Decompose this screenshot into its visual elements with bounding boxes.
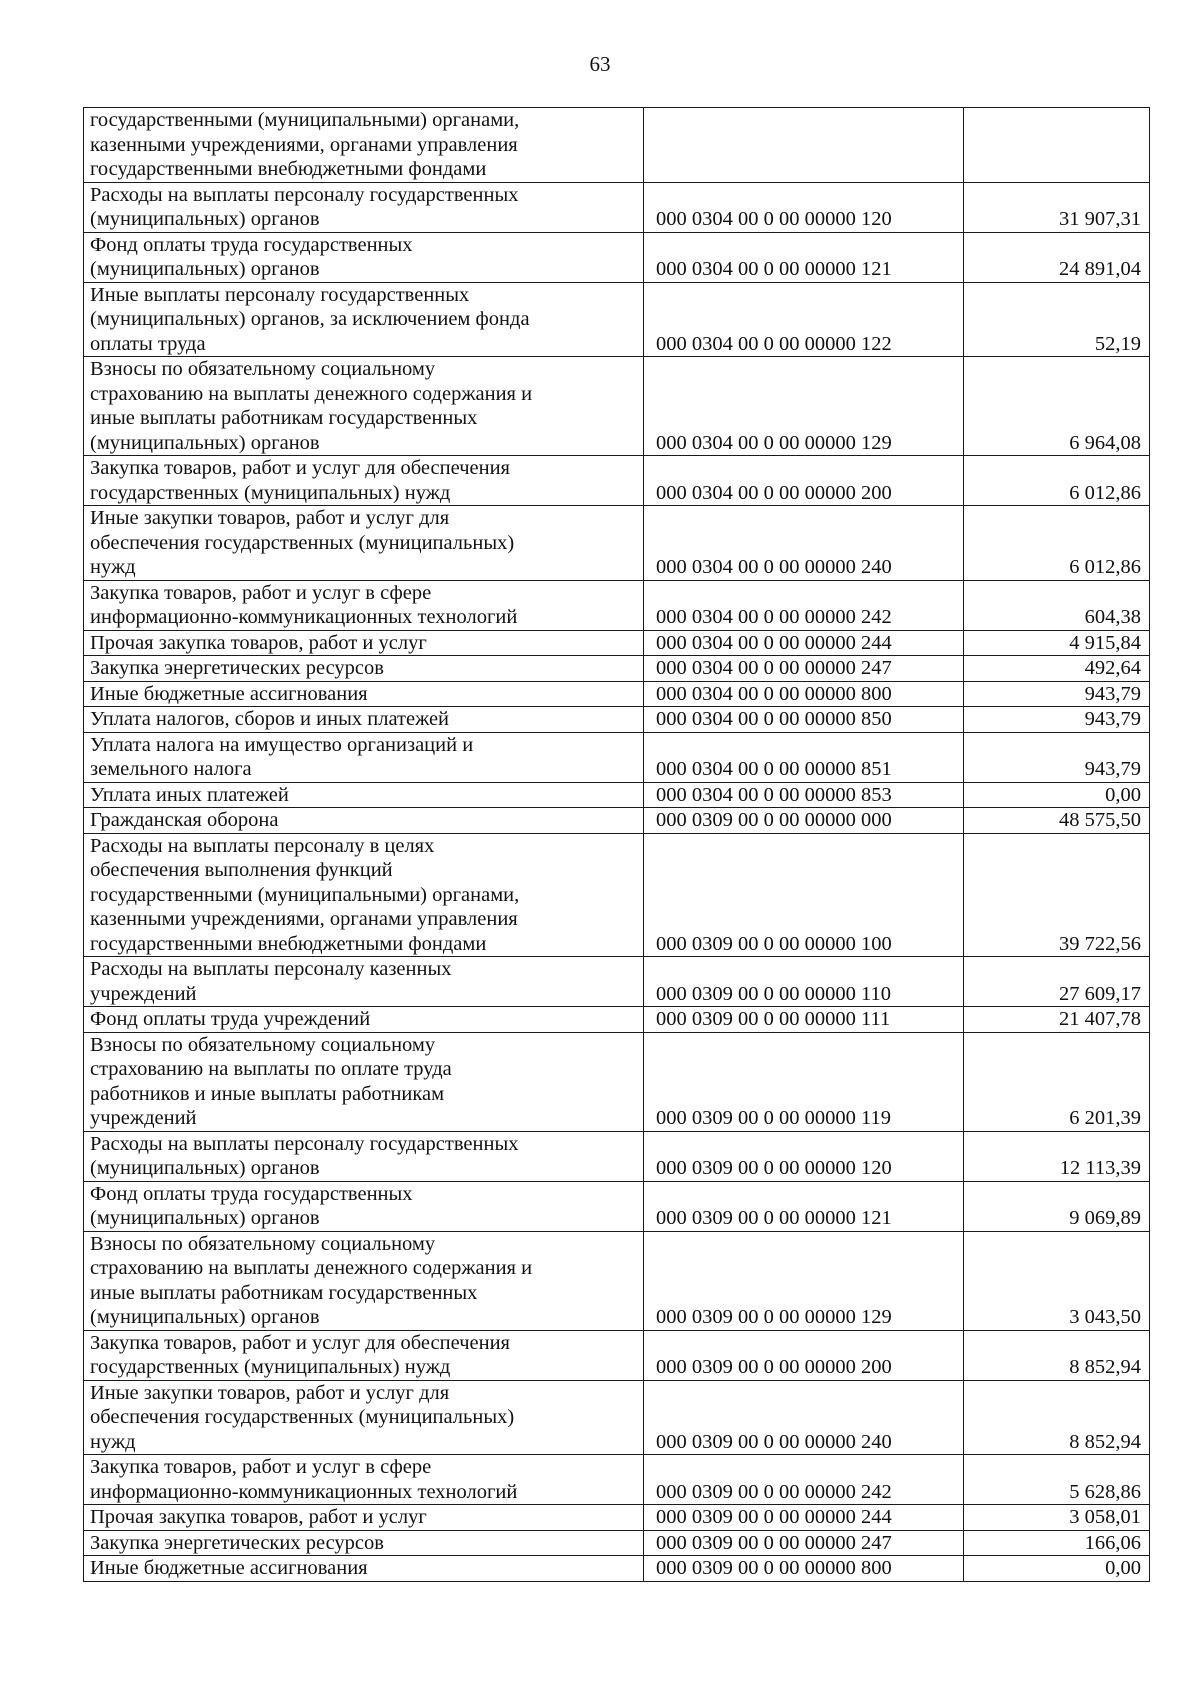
budget-code-cell: 000 0309 00 0 00 00000 000 (644, 808, 964, 834)
expense-name-cell (84, 182, 644, 232)
budget-code-cell: 000 0304 00 0 00 00000 200 (644, 456, 964, 506)
budget-code-cell: 000 0304 00 0 00 00000 851 (644, 732, 964, 782)
expense-name-line: (муниципальных) органов (90, 208, 320, 230)
table-row (84, 357, 1150, 456)
expense-name-line: (муниципальных) органов, за исключением фонда (90, 308, 530, 330)
expense-name-cell (84, 1181, 644, 1231)
budget-code-cell: 000 0304 00 0 00 00000 240 (644, 506, 964, 581)
table-row (84, 732, 1150, 782)
expense-name-line: казенными учреждениями, органами управления (90, 133, 518, 156)
table-row (84, 1231, 1150, 1330)
amount-cell: 6 964,08 (964, 357, 1150, 456)
table-row (84, 1007, 1150, 1033)
amount-cell: 3 043,50 (964, 1231, 1150, 1330)
budget-code-cell: 000 0309 00 0 00 00000 119 (644, 1032, 964, 1131)
budget-code-cell: 000 0309 00 0 00 00000 244 (644, 1505, 964, 1531)
budget-code-cell: 000 0309 00 0 00 00000 110 (644, 957, 964, 1007)
budget-code-cell: 000 0304 00 0 00 00000 244 (644, 630, 964, 656)
budget-code-cell: 000 0304 00 0 00 00000 247 (644, 656, 964, 682)
budget-code-cell: 000 0304 00 0 00 00000 120 (644, 182, 964, 232)
table-row (84, 456, 1150, 506)
expense-name-cell (84, 1380, 644, 1455)
expense-name-line: Иные закупки товаров, работ и услуг для (90, 507, 450, 529)
amount-cell: 5 628,86 (964, 1455, 1150, 1505)
expense-name-line: Прочая закупка товаров, работ и услуг (90, 631, 427, 654)
table-row (84, 580, 1150, 630)
expense-name-cell (84, 456, 644, 506)
page-number: 63 (589, 52, 611, 76)
table-row (84, 808, 1150, 834)
budget-code-cell: 000 0309 00 0 00 00000 100 (644, 833, 964, 957)
expense-name-line: учреждений (90, 1107, 197, 1129)
table-row (84, 707, 1150, 733)
expense-name-line: земельного налога (90, 758, 252, 780)
expense-name-line: (муниципальных) органов (90, 1207, 320, 1229)
expense-name-line: Расходы на выплаты персоналу государственных (90, 183, 519, 206)
table-row (84, 282, 1150, 357)
amount-cell: 24 891,04 (964, 232, 1150, 282)
amount-cell: 492,64 (964, 656, 1150, 682)
budget-code-cell: 000 0304 00 0 00 00000 850 (644, 707, 964, 733)
amount-cell (964, 108, 1150, 183)
expense-name-cell (84, 957, 644, 1007)
expense-name-cell (84, 1032, 644, 1131)
expense-name-line: (муниципальных) органов (90, 1306, 320, 1328)
expense-name-cell (84, 630, 644, 656)
expense-name-line: государственными (муниципальными) органами, (90, 883, 520, 906)
table-row (84, 1181, 1150, 1231)
expense-name-cell (84, 1007, 644, 1033)
expense-name-line: страхованию на выплаты денежного содержания и (90, 382, 533, 405)
budget-code-cell: 000 0309 00 0 00 00000 111 (644, 1007, 964, 1033)
amount-cell: 9 069,89 (964, 1181, 1150, 1231)
budget-code-cell: 000 0304 00 0 00 00000 129 (644, 357, 964, 456)
amount-cell: 6 201,39 (964, 1032, 1150, 1131)
budget-code-cell: 000 0309 00 0 00 00000 240 (644, 1380, 964, 1455)
table-row (84, 1455, 1150, 1505)
expense-name-cell (84, 1131, 644, 1181)
budget-code-cell: 000 0304 00 0 00 00000 853 (644, 782, 964, 808)
table-row (84, 782, 1150, 808)
expense-name-line: (муниципальных) органов (90, 431, 320, 454)
expense-name-line: Закупка энергетических ресурсов (90, 1531, 384, 1554)
budget-code-cell: 000 0309 00 0 00 00000 200 (644, 1330, 964, 1380)
table-row (84, 833, 1150, 957)
expense-name-cell (84, 108, 644, 183)
amount-cell: 943,79 (964, 681, 1150, 707)
expense-name-line: Уплата налогов, сборов и иных платежей (90, 708, 450, 730)
expense-name-line: казенными учреждениями, органами управления (90, 908, 518, 930)
expense-name-line: Закупка товаров, работ и услуг в сфере (90, 581, 432, 604)
expense-name-line: Расходы на выплаты персоналу казенных (90, 958, 452, 980)
budget-code-cell: 000 0304 00 0 00 00000 242 (644, 580, 964, 630)
scan-edge (0, 0, 6, 1697)
expense-name-line: (муниципальных) органов (90, 258, 320, 280)
expense-name-line: Взносы по обязательному социальному (90, 1033, 436, 1056)
amount-cell: 39 722,56 (964, 833, 1150, 957)
expense-name-line: страхованию на выплаты по оплате труда (90, 1058, 452, 1080)
amount-cell: 0,00 (964, 1556, 1150, 1582)
expense-name-cell (84, 357, 644, 456)
amount-cell: 4 915,84 (964, 630, 1150, 656)
expense-name-cell (84, 580, 644, 630)
budget-code-cell: 000 0304 00 0 00 00000 800 (644, 681, 964, 707)
budget-code-cell: 000 0309 00 0 00 00000 242 (644, 1455, 964, 1505)
expense-name-line: Иные выплаты персоналу государственных (90, 283, 470, 306)
expense-name-line: Прочая закупка товаров, работ и услуг (90, 1506, 427, 1528)
expense-name-line: государственных (муниципальных) нужд (90, 1356, 451, 1378)
expense-name-line: Закупка товаров, работ и услуг в сфере (90, 1456, 432, 1478)
expense-name-cell (84, 782, 644, 808)
expense-name-line: обеспечения государственных (муниципальных) (90, 1406, 515, 1428)
expense-name-line: Фонд оплаты труда государственных (90, 1182, 413, 1205)
expense-name-line: нужд (90, 556, 136, 578)
budget-code-cell (644, 108, 964, 183)
expense-name-cell (84, 681, 644, 707)
budget-code-cell: 000 0309 00 0 00 00000 800 (644, 1556, 964, 1582)
table-row (84, 108, 1150, 183)
expense-name-cell (84, 506, 644, 581)
table-row (84, 506, 1150, 581)
expense-name-cell (84, 232, 644, 282)
expense-name-cell (84, 707, 644, 733)
table-row (84, 1380, 1150, 1455)
expense-name-line: (муниципальных) органов (90, 1157, 320, 1179)
table-row (84, 1032, 1150, 1131)
expense-name-cell (84, 732, 644, 782)
expense-name-line: работников и иные выплаты работникам (90, 1082, 445, 1105)
expense-name-line: Иные бюджетные ассигнования (90, 682, 368, 705)
budget-code-cell: 000 0309 00 0 00 00000 129 (644, 1231, 964, 1330)
expense-name-line: Закупка товаров, работ и услуг для обеспечения (90, 1331, 510, 1354)
table-row (84, 1505, 1150, 1531)
expense-name-line: Уплата налога на имущество организаций и (90, 733, 474, 756)
table-row (84, 1131, 1150, 1181)
amount-cell: 8 852,94 (964, 1330, 1150, 1380)
table-row (84, 232, 1150, 282)
expense-name-line: обеспечения выполнения функций (90, 859, 393, 881)
amount-cell: 12 113,39 (964, 1131, 1150, 1181)
expense-name-cell (84, 1455, 644, 1505)
expense-name-line: Гражданская оборона (90, 809, 279, 831)
budget-code-cell: 000 0304 00 0 00 00000 121 (644, 232, 964, 282)
expense-name-line: государственными внебюджетными фондами (90, 158, 487, 180)
expense-name-line: Взносы по обязательному социальному (90, 1232, 436, 1255)
expense-name-cell (84, 656, 644, 682)
amount-cell: 48 575,50 (964, 808, 1150, 834)
amount-cell: 0,00 (964, 782, 1150, 808)
table-row (84, 681, 1150, 707)
amount-cell: 166,06 (964, 1530, 1150, 1556)
expense-name-cell (84, 1330, 644, 1380)
budget-code-cell: 000 0309 00 0 00 00000 120 (644, 1131, 964, 1181)
budget-code-cell: 000 0309 00 0 00 00000 247 (644, 1530, 964, 1556)
amount-cell: 943,79 (964, 707, 1150, 733)
table-row (84, 630, 1150, 656)
expense-name-line: иные выплаты работникам государственных (90, 407, 478, 429)
expense-name-cell (84, 808, 644, 834)
expense-name-cell (84, 1556, 644, 1582)
expense-name-cell (84, 1505, 644, 1531)
amount-cell: 31 907,31 (964, 182, 1150, 232)
expense-name-line: государственными (муниципальными) органами, (90, 109, 520, 131)
expense-name-line: государственных (муниципальных) нужд (90, 481, 451, 504)
expense-name-line: Расходы на выплаты персоналу в целях (90, 834, 435, 857)
expense-name-line: Фонд оплаты труда учреждений (90, 1008, 371, 1030)
table-row (84, 656, 1150, 682)
amount-cell: 6 012,86 (964, 506, 1150, 581)
table-row (84, 957, 1150, 1007)
expense-name-cell (84, 282, 644, 357)
budget-table (83, 107, 1150, 1582)
expense-name-line: Уплата иных платежей (90, 783, 289, 806)
amount-cell: 21 407,78 (964, 1007, 1150, 1033)
expense-name-line: страхованию на выплаты денежного содержания и (90, 1257, 533, 1279)
expense-name-line: информационно-коммуникационных технологий (90, 1480, 518, 1503)
table-row (84, 1330, 1150, 1380)
expense-name-line: учреждений (90, 982, 197, 1005)
expense-name-cell (84, 1231, 644, 1330)
amount-cell: 604,38 (964, 580, 1150, 630)
amount-cell: 943,79 (964, 732, 1150, 782)
amount-cell: 52,19 (964, 282, 1150, 357)
expense-name-line: обеспечения государственных (муниципальных) (90, 531, 515, 554)
budget-table-body (84, 108, 1150, 1582)
amount-cell: 3 058,01 (964, 1505, 1150, 1531)
amount-cell: 6 012,86 (964, 456, 1150, 506)
expense-name-line: Расходы на выплаты персоналу государственных (90, 1132, 519, 1155)
budget-code-cell: 000 0304 00 0 00 00000 122 (644, 282, 964, 357)
expense-name-cell (84, 1530, 644, 1556)
expense-name-line: информационно-коммуникационных технологий (90, 606, 518, 628)
expense-name-cell (84, 833, 644, 957)
expense-name-line: Закупка товаров, работ и услуг для обеспечения (90, 457, 510, 479)
table-row (84, 1556, 1150, 1582)
expense-name-line: Закупка энергетических ресурсов (90, 657, 384, 679)
expense-name-line: иные выплаты работникам государственных (90, 1281, 478, 1304)
expense-name-line: нужд (90, 1430, 136, 1453)
budget-code-cell: 000 0309 00 0 00 00000 121 (644, 1181, 964, 1231)
table-row (84, 1530, 1150, 1556)
expense-name-line: Иные бюджетные ассигнования (90, 1557, 368, 1579)
expense-name-line: Взносы по обязательному социальному (90, 358, 436, 380)
amount-cell: 27 609,17 (964, 957, 1150, 1007)
table-row (84, 182, 1150, 232)
expense-name-line: Иные закупки товаров, работ и услуг для (90, 1381, 450, 1404)
expense-name-line: оплаты труда (90, 332, 206, 355)
expense-name-line: Фонд оплаты труда государственных (90, 233, 413, 256)
expense-name-line: государственными внебюджетными фондами (90, 932, 487, 955)
amount-cell: 8 852,94 (964, 1380, 1150, 1455)
